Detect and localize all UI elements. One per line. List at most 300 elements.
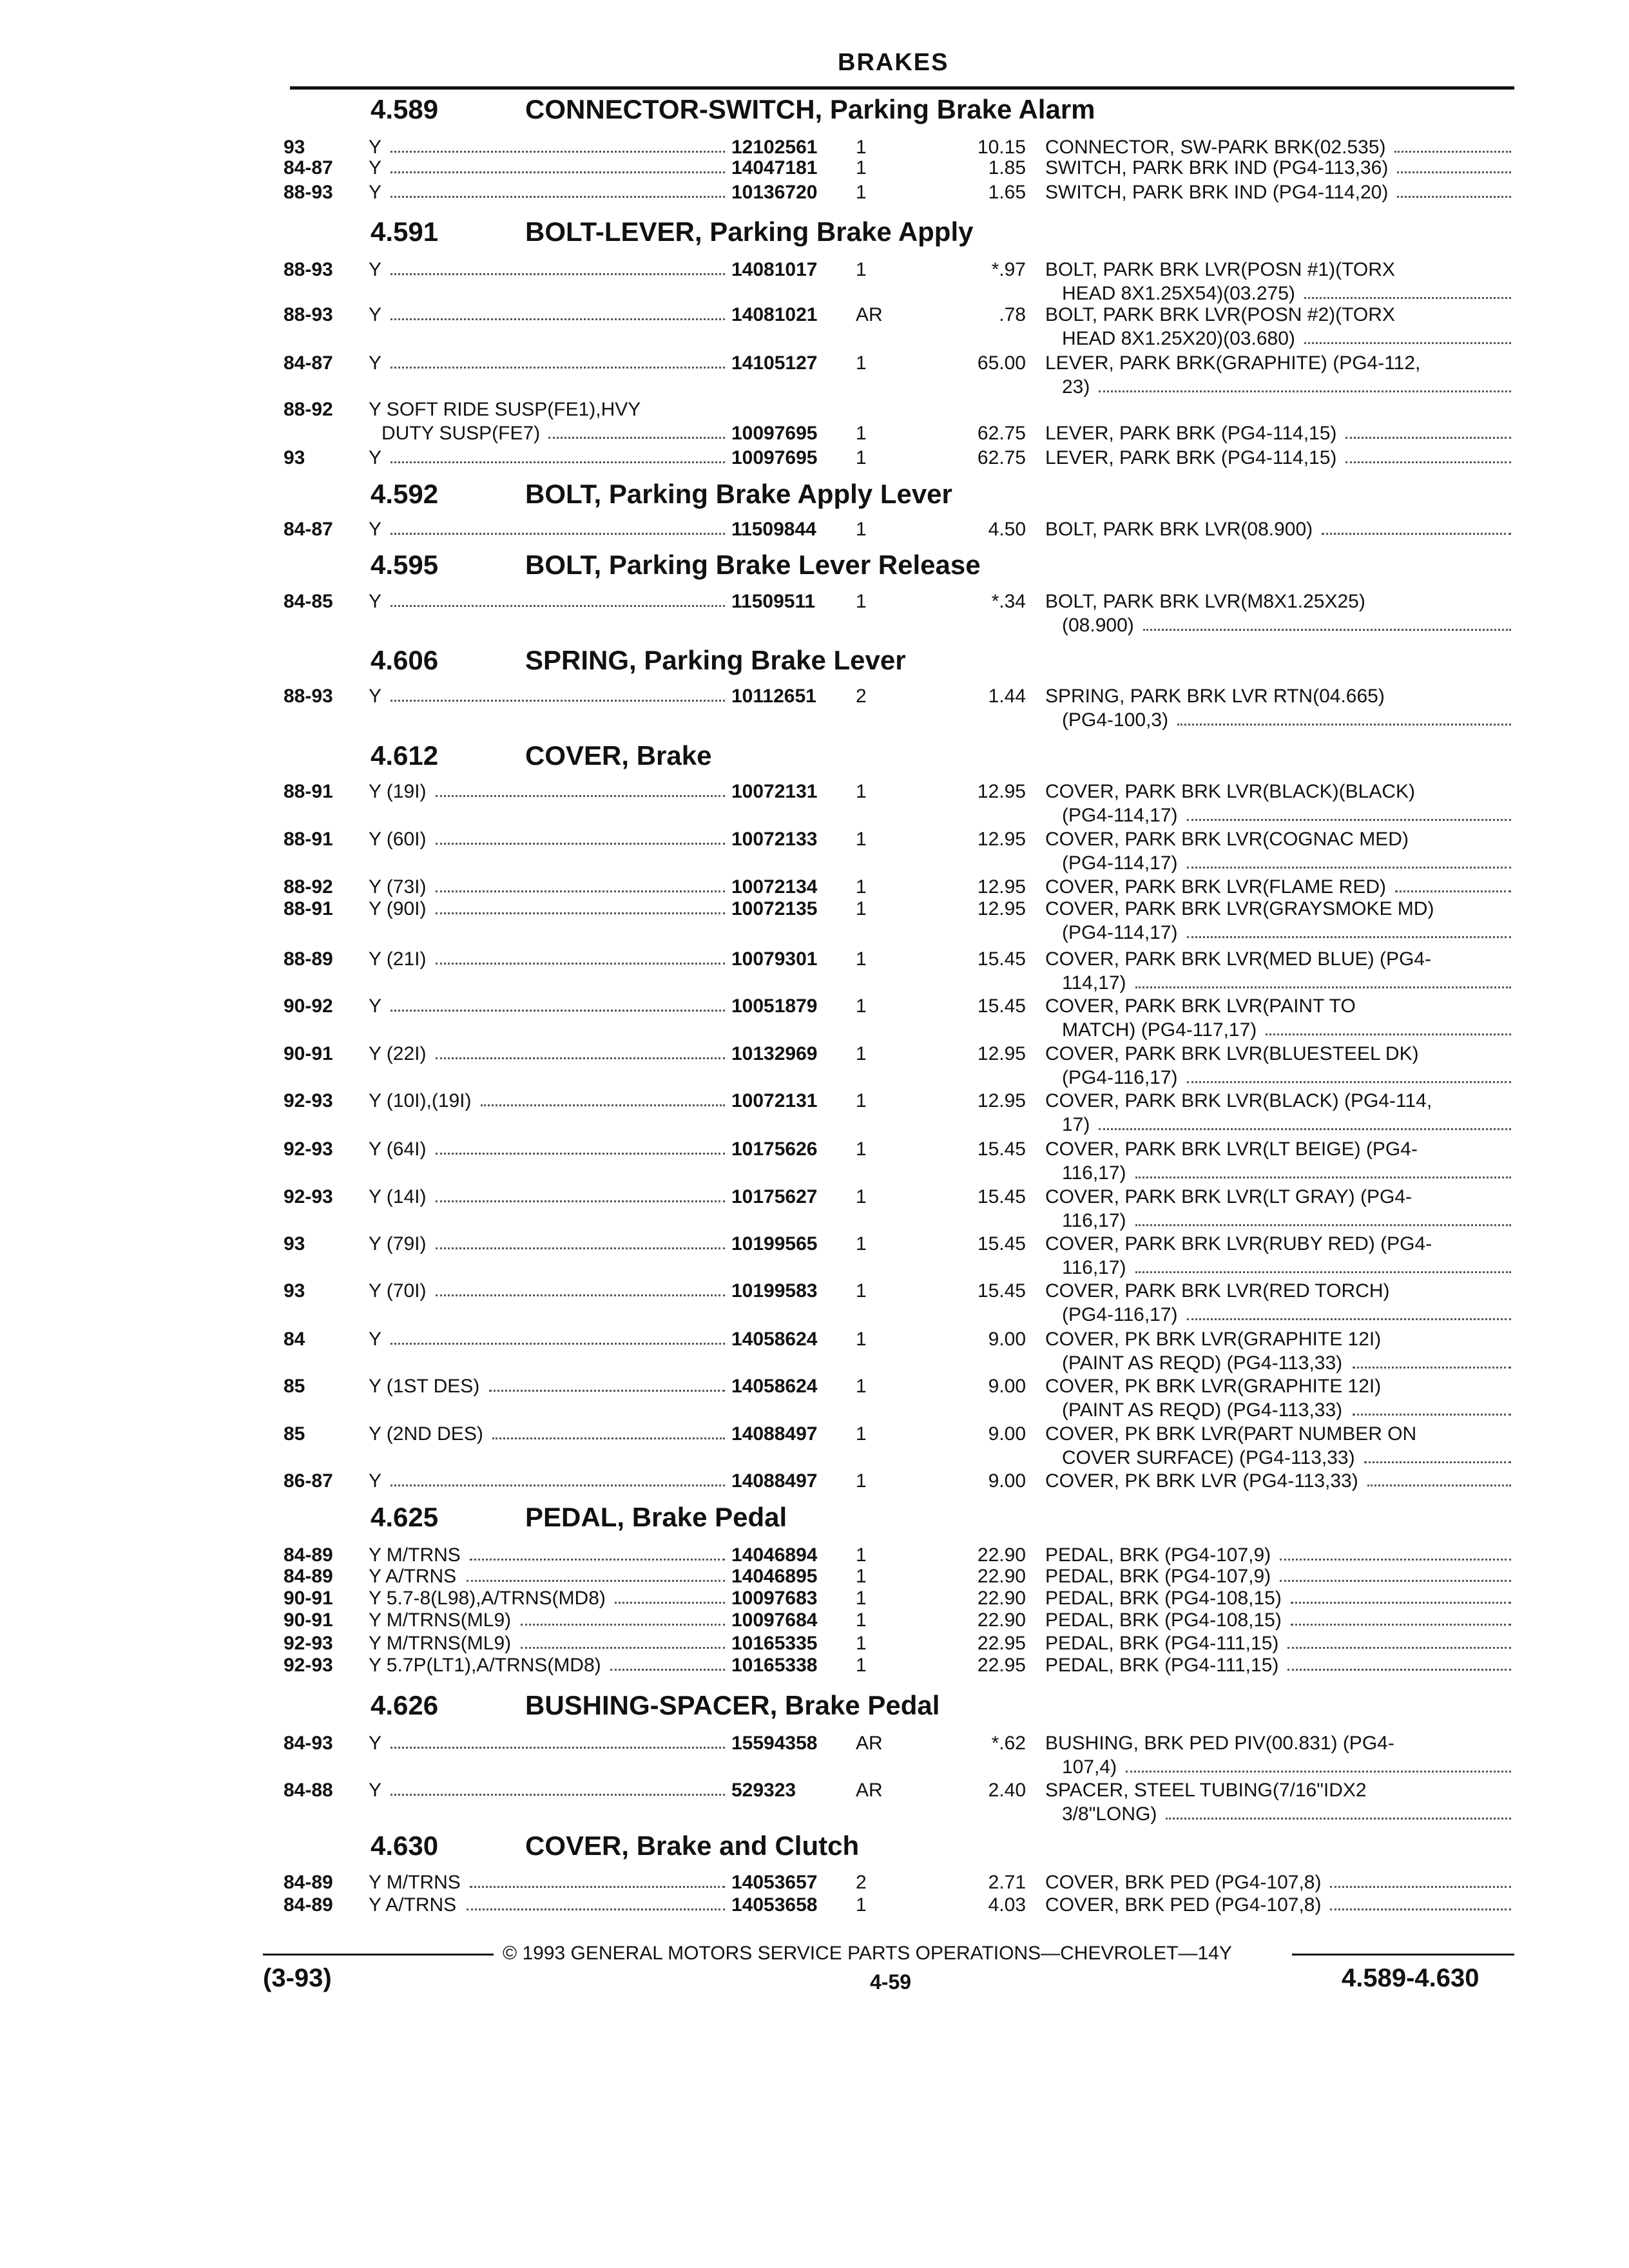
list-price: 15.45 <box>977 1186 1026 1207</box>
list-price: 22.90 <box>977 1588 1026 1609</box>
model-usage: Y (73I) <box>369 876 427 898</box>
part-number: 14047181 <box>731 157 818 178</box>
group-name-sub: Brake and Clutch <box>636 1831 860 1861</box>
part-number: 10199565 <box>731 1233 818 1254</box>
part-number: 10097695 <box>731 447 818 468</box>
part-description: BUSHING, BRK PED PIV(00.831) (PG4- <box>1045 1733 1394 1754</box>
group-name <box>525 93 1095 126</box>
list-price: 12.95 <box>977 898 1026 919</box>
quantity: AR <box>856 1780 883 1801</box>
model-usage: Y <box>369 591 382 612</box>
part-description: (PG4-116,17) <box>1062 1304 1178 1325</box>
model-years: 88-93 <box>284 304 333 325</box>
model-usage: Y <box>369 1780 382 1801</box>
model-years: 92-93 <box>284 1090 333 1111</box>
model-usage: Y (70I) <box>369 1280 427 1302</box>
part-description: (PG4-114,17) <box>1062 852 1178 874</box>
model-years: 84-85 <box>284 591 333 612</box>
dot-leader <box>1364 1461 1511 1463</box>
part-description: PEDAL, BRK (PG4-108,15) <box>1045 1588 1282 1609</box>
quantity: 1 <box>856 1329 867 1350</box>
model-usage: Y A/TRNS <box>369 1566 457 1587</box>
quantity: 1 <box>856 1423 867 1445</box>
group-name-main: BOLT, <box>525 550 602 580</box>
group-number: 4.589 <box>371 94 439 124</box>
model-years: 93 <box>284 1280 305 1302</box>
dot-leader <box>1287 1669 1511 1671</box>
part-description: PEDAL, BRK (PG4-111,15) <box>1045 1633 1279 1654</box>
model-years: 90-91 <box>284 1043 333 1064</box>
model-usage: Y <box>369 1733 382 1754</box>
part-number: 14081021 <box>731 304 818 325</box>
list-price: 1.44 <box>988 686 1026 707</box>
model-usage: Y A/TRNS <box>369 1894 457 1916</box>
part-description: BOLT, PARK BRK LVR(POSN #2)(TORX <box>1045 304 1395 325</box>
model-years: 88-92 <box>284 876 333 898</box>
quantity: 1 <box>856 995 867 1017</box>
dot-leader <box>1367 1485 1511 1486</box>
dot-leader <box>521 1647 725 1649</box>
dot-leader <box>470 1886 725 1888</box>
quantity: 1 <box>856 447 867 468</box>
quantity: 1 <box>856 1610 867 1631</box>
dot-leader <box>436 1200 725 1202</box>
model-years: 92-93 <box>284 1655 333 1676</box>
dot-leader <box>390 1010 725 1012</box>
model-usage: Y M/TRNS <box>369 1544 461 1566</box>
quantity: 1 <box>856 1043 867 1064</box>
dot-leader <box>1177 724 1511 726</box>
part-number: 10132969 <box>731 1043 818 1064</box>
part-description: PEDAL, BRK (PG4-107,9) <box>1045 1544 1271 1566</box>
part-description: 116,17) <box>1062 1162 1126 1184</box>
dot-leader <box>1280 1580 1511 1582</box>
dot-leader <box>1291 1602 1511 1604</box>
model-usage: Y <box>369 1470 382 1492</box>
quantity: 1 <box>856 1894 867 1916</box>
model-usage: Y M/TRNS <box>369 1872 461 1893</box>
model-usage: Y (2ND DES) <box>369 1423 483 1445</box>
group-name <box>525 1501 787 1533</box>
dot-leader <box>1330 1886 1511 1888</box>
dot-leader <box>390 367 725 369</box>
model-usage: Y 5.7P(LT1),A/TRNS(MD8) <box>369 1655 601 1676</box>
group-name-sub: Brake Pedal <box>784 1690 940 1720</box>
part-description: (08.900) <box>1062 615 1134 636</box>
dot-leader <box>390 1343 725 1345</box>
dot-leader <box>1304 342 1511 344</box>
dot-leader <box>1135 986 1511 988</box>
dot-leader <box>1394 151 1511 153</box>
quantity: 1 <box>856 1186 867 1207</box>
quantity: 1 <box>856 259 867 280</box>
model-years: 88-92 <box>284 399 333 420</box>
dot-leader <box>470 1559 725 1561</box>
quantity: 1 <box>856 829 867 850</box>
part-description: CONNECTOR, SW-PARK BRK(02.535) <box>1045 137 1386 158</box>
page-number: 4-59 <box>870 1970 912 1994</box>
model-years: 88-91 <box>284 898 333 919</box>
part-description: BOLT, PARK BRK LVR(M8X1.25X25) <box>1045 591 1365 612</box>
dot-leader <box>1304 297 1511 299</box>
dot-leader <box>1135 1224 1511 1226</box>
list-price: 22.95 <box>977 1655 1026 1676</box>
part-description: COVER, PARK BRK LVR(FLAME RED) <box>1045 876 1386 898</box>
part-description: (PG4-100,3) <box>1062 709 1169 731</box>
part-number: 11509511 <box>731 591 816 612</box>
part-number: 14053657 <box>731 1872 818 1893</box>
part-number: 14088497 <box>731 1470 818 1492</box>
model-usage: Y <box>369 352 382 374</box>
list-price: 15.45 <box>977 948 1026 970</box>
dot-leader <box>436 963 725 965</box>
part-description: 23) <box>1062 376 1090 398</box>
quantity: 1 <box>856 157 867 178</box>
part-description: PEDAL, BRK (PG4-107,9) <box>1045 1566 1271 1587</box>
dot-leader <box>467 1580 725 1582</box>
model-years: 84-87 <box>284 352 333 374</box>
dot-leader <box>1126 1771 1511 1773</box>
list-price: 4.50 <box>988 519 1026 540</box>
dot-leader <box>467 1908 725 1910</box>
dot-leader <box>615 1602 725 1604</box>
part-description: 17) <box>1062 1114 1090 1135</box>
dot-leader <box>1397 171 1511 173</box>
group-name-main: COVER, <box>525 740 630 771</box>
model-usage: Y <box>369 157 382 178</box>
part-description: COVER SURFACE) (PG4-113,33) <box>1062 1447 1355 1468</box>
part-number: 11509844 <box>731 519 816 540</box>
dot-leader <box>610 1669 725 1671</box>
part-number: 10165338 <box>731 1655 818 1676</box>
part-description: COVER, BRK PED (PG4-107,8) <box>1045 1872 1322 1893</box>
model-years: 93 <box>284 1233 305 1254</box>
part-description: COVER, PK BRK LVR(PART NUMBER ON <box>1045 1423 1417 1445</box>
dot-leader <box>1353 1414 1511 1416</box>
group-number: 4.606 <box>371 645 439 675</box>
list-price: 9.00 <box>988 1376 1026 1397</box>
model-years: 88-93 <box>284 259 333 280</box>
quantity: 1 <box>856 1233 867 1254</box>
dot-leader <box>390 318 725 320</box>
dot-leader <box>1135 1271 1511 1273</box>
dot-leader <box>390 273 725 275</box>
dot-leader <box>1099 1128 1511 1130</box>
list-price: 65.00 <box>977 352 1026 374</box>
part-description: HEAD 8X1.25X20)(03.680) <box>1062 328 1295 349</box>
list-price: 9.00 <box>988 1423 1026 1445</box>
part-description: BOLT, PARK BRK LVR(08.900) <box>1045 519 1313 540</box>
dot-leader <box>548 437 725 439</box>
list-price: 9.00 <box>988 1329 1026 1350</box>
part-number: 14046895 <box>731 1566 818 1587</box>
part-number: 10072133 <box>731 829 818 850</box>
model-years: 84-89 <box>284 1566 333 1587</box>
list-price: 22.90 <box>977 1610 1026 1631</box>
dot-leader <box>390 151 725 153</box>
part-number: 10112651 <box>731 686 816 707</box>
model-years: 88-93 <box>284 182 333 203</box>
quantity: 1 <box>856 1588 867 1609</box>
quantity: 1 <box>856 1280 867 1302</box>
model-usage: Y (22I) <box>369 1043 427 1064</box>
model-usage: Y (10I),(19I) <box>369 1090 472 1111</box>
model-years: 92-93 <box>284 1139 333 1160</box>
model-years: 84-89 <box>284 1894 333 1916</box>
footer-rule-right <box>1292 1954 1514 1956</box>
group-number: 4.591 <box>371 216 439 247</box>
part-description: COVER, PARK BRK LVR(LT GRAY) (PG4- <box>1045 1186 1412 1207</box>
list-price: 12.95 <box>977 1043 1026 1064</box>
part-number: 10136720 <box>731 182 818 203</box>
group-name-main: BOLT, <box>525 479 602 509</box>
part-number: 10051879 <box>731 995 818 1017</box>
list-price: 1.65 <box>988 182 1026 203</box>
part-description: COVER, PK BRK LVR(GRAPHITE 12I) <box>1045 1329 1382 1350</box>
dot-leader <box>1187 819 1511 821</box>
group-name <box>525 478 952 510</box>
part-description: (PAINT AS REQD) (PG4-113,33) <box>1062 1352 1343 1374</box>
model-years: 90-91 <box>284 1610 333 1631</box>
part-description: SPACER, STEEL TUBING(7/16"IDX2 <box>1045 1780 1367 1801</box>
part-number: 14081017 <box>731 259 818 280</box>
model-usage: Y (64I) <box>369 1139 427 1160</box>
quantity: 1 <box>856 948 867 970</box>
quantity: AR <box>856 1733 883 1754</box>
part-number: 14053658 <box>731 1894 818 1916</box>
dot-leader <box>436 890 725 892</box>
dot-leader <box>492 1437 725 1439</box>
part-description: COVER, PK BRK LVR (PG4-113,33) <box>1045 1470 1358 1492</box>
part-description: COVER, PARK BRK LVR(COGNAC MED) <box>1045 829 1409 850</box>
group-name-main: CONNECTOR-SWITCH, <box>525 94 823 124</box>
model-years: 92-93 <box>284 1186 333 1207</box>
group-name <box>525 1689 940 1722</box>
part-description: COVER, PK BRK LVR(GRAPHITE 12I) <box>1045 1376 1382 1397</box>
part-description: PEDAL, BRK (PG4-108,15) <box>1045 1610 1282 1631</box>
dot-leader <box>390 196 725 198</box>
quantity: 1 <box>856 1655 867 1676</box>
group-name <box>525 644 906 677</box>
dot-leader <box>436 1294 725 1296</box>
model-usage: Y <box>369 259 382 280</box>
list-price: 15.45 <box>977 1233 1026 1254</box>
part-description: COVER, PARK BRK LVR(RED TORCH) <box>1045 1280 1390 1302</box>
model-years: 84-88 <box>284 1780 333 1801</box>
part-description: MATCH) (PG4-117,17) <box>1062 1019 1257 1041</box>
part-description: LEVER, PARK BRK(GRAPHITE) (PG4-112, <box>1045 352 1421 374</box>
part-description: COVER, BRK PED (PG4-107,8) <box>1045 1894 1322 1916</box>
quantity: 1 <box>856 1139 867 1160</box>
quantity: 1 <box>856 898 867 919</box>
quantity: 1 <box>856 1090 867 1111</box>
list-price: 15.45 <box>977 1280 1026 1302</box>
dot-leader <box>1345 461 1511 463</box>
group-name <box>525 740 711 772</box>
part-description: SPRING, PARK BRK LVR RTN(04.665) <box>1045 686 1385 707</box>
group-number: 4.626 <box>371 1690 439 1720</box>
model-years: 84-87 <box>284 157 333 178</box>
dot-leader <box>1330 1908 1511 1910</box>
group-name-main: COVER, <box>525 1831 630 1861</box>
part-number: 10079301 <box>731 948 818 970</box>
dot-leader <box>390 1485 725 1486</box>
part-description: PEDAL, BRK (PG4-111,15) <box>1045 1655 1279 1676</box>
group-name-main: BUSHING-SPACER, <box>525 1690 778 1720</box>
part-number: 10097684 <box>731 1610 818 1631</box>
model-years: 88-91 <box>284 829 333 850</box>
model-usage: Y <box>369 137 382 158</box>
dot-leader <box>1135 1177 1511 1178</box>
quantity: 1 <box>856 519 867 540</box>
quantity: 1 <box>856 137 867 158</box>
model-usage: Y (1ST DES) <box>369 1376 480 1397</box>
part-description: 114,17) <box>1062 972 1126 994</box>
header-rule <box>290 86 1514 90</box>
dot-leader <box>1395 890 1511 892</box>
group-name-main: PEDAL, <box>525 1502 625 1532</box>
part-description: COVER, PARK BRK LVR(LT BEIGE) (PG4- <box>1045 1139 1418 1160</box>
model-usage: Y <box>369 995 382 1017</box>
dot-leader <box>1143 629 1511 631</box>
group-range: 4.589-4.630 <box>1342 1964 1480 1992</box>
model-years: 88-91 <box>284 781 333 802</box>
group-number: 4.612 <box>371 740 439 771</box>
part-number: 10072134 <box>731 876 818 898</box>
dot-leader <box>489 1390 725 1392</box>
dot-leader <box>521 1624 725 1626</box>
dot-leader <box>390 1794 725 1796</box>
list-price: 22.95 <box>977 1633 1026 1654</box>
part-description: COVER, PARK BRK LVR(PAINT TO <box>1045 995 1356 1017</box>
list-price: 2.71 <box>988 1872 1026 1893</box>
model-usage: Y (60I) <box>369 829 427 850</box>
group-number: 4.592 <box>371 479 439 509</box>
model-years: 92-93 <box>284 1633 333 1654</box>
list-price: 15.45 <box>977 995 1026 1017</box>
part-number: 14088497 <box>731 1423 818 1445</box>
dot-leader <box>1397 196 1511 198</box>
part-number: 10097683 <box>731 1588 818 1609</box>
part-description: (PG4-116,17) <box>1062 1067 1178 1088</box>
part-number: 529323 <box>731 1780 796 1801</box>
model-usage: Y (14I) <box>369 1186 427 1207</box>
part-number: 14058624 <box>731 1329 818 1350</box>
part-description: COVER, PARK BRK LVR(BLACK)(BLACK) <box>1045 781 1416 802</box>
model-usage: Y (21I) <box>369 948 427 970</box>
part-description: LEVER, PARK BRK (PG4-114,15) <box>1045 423 1337 444</box>
quantity: 1 <box>856 1376 867 1397</box>
list-price: 10.15 <box>977 137 1026 158</box>
part-description: (PG4-114,17) <box>1062 922 1178 943</box>
part-number: 10072135 <box>731 898 818 919</box>
dot-leader <box>436 1057 725 1059</box>
part-number: 10072131 <box>731 1090 818 1111</box>
part-description: HEAD 8X1.25X54)(03.275) <box>1062 283 1295 304</box>
dot-leader <box>436 1153 725 1155</box>
model-years: 88-89 <box>284 948 333 970</box>
part-description: 116,17) <box>1062 1210 1126 1231</box>
group-name-sub: Parking Brake Apply <box>709 216 974 247</box>
part-description: BOLT, PARK BRK LVR(POSN #1)(TORX <box>1045 259 1395 280</box>
quantity: 1 <box>856 352 867 374</box>
model-usage: Y <box>369 519 382 540</box>
quantity: 1 <box>856 1566 867 1587</box>
part-description: (PG4-114,17) <box>1062 805 1178 826</box>
model-years: 85 <box>284 1423 305 1445</box>
dot-leader <box>481 1104 725 1106</box>
list-price: 2.40 <box>988 1780 1026 1801</box>
group-number: 4.625 <box>371 1502 439 1532</box>
dot-leader <box>390 533 725 535</box>
list-price: 1.85 <box>988 157 1026 178</box>
quantity: 1 <box>856 182 867 203</box>
list-price: 62.75 <box>977 423 1026 444</box>
model-years: 93 <box>284 447 305 468</box>
model-usage: Y 5.7-8(L98),A/TRNS(MD8) <box>369 1588 606 1609</box>
quantity: 1 <box>856 591 867 612</box>
model-years: 84-87 <box>284 519 333 540</box>
list-price: 22.90 <box>977 1566 1026 1587</box>
model-usage: Y (19I) <box>369 781 427 802</box>
part-description: SWITCH, PARK BRK IND (PG4-114,20) <box>1045 182 1389 203</box>
dot-leader <box>390 171 725 173</box>
quantity: 1 <box>856 781 867 802</box>
part-description: LEVER, PARK BRK (PG4-114,15) <box>1045 447 1337 468</box>
part-number: 10165335 <box>731 1633 818 1654</box>
part-description: (PAINT AS REQD) (PG4-113,33) <box>1062 1399 1343 1421</box>
dot-leader <box>390 1747 725 1749</box>
model-usage: Y M/TRNS(ML9) <box>369 1633 512 1654</box>
dot-leader <box>1353 1367 1511 1369</box>
quantity: 2 <box>856 1872 867 1893</box>
list-price: 62.75 <box>977 447 1026 468</box>
model-years: 85 <box>284 1376 305 1397</box>
part-description: COVER, PARK BRK LVR(MED BLUE) (PG4- <box>1045 948 1432 970</box>
quantity: 1 <box>856 1633 867 1654</box>
part-description: COVER, PARK BRK LVR(BLUESTEEL DK) <box>1045 1043 1419 1064</box>
dot-leader <box>1345 437 1511 439</box>
quantity: 2 <box>856 686 867 707</box>
quantity: 1 <box>856 1470 867 1492</box>
list-price: *.62 <box>991 1733 1026 1754</box>
group-name-sub: Brake Pedal <box>631 1502 787 1532</box>
list-price: .78 <box>999 304 1026 325</box>
list-price: 12.95 <box>977 876 1026 898</box>
copyright-notice: © 1993 GENERAL MOTORS SERVICE PARTS OPERATIONS—CHEVROLET—14Y <box>503 1943 1232 1964</box>
section-title: BRAKES <box>838 49 949 76</box>
list-price: 15.45 <box>977 1139 1026 1160</box>
dot-leader <box>390 605 725 607</box>
list-price: *.34 <box>991 591 1026 612</box>
dot-leader <box>1166 1818 1511 1820</box>
dot-leader <box>436 843 725 845</box>
dot-leader <box>1187 1081 1511 1083</box>
part-number: 10175627 <box>731 1186 818 1207</box>
quantity: 1 <box>856 1544 867 1566</box>
dot-leader <box>1291 1624 1511 1626</box>
part-description: COVER, PARK BRK LVR(GRAYSMOKE MD) <box>1045 898 1434 919</box>
model-usage-cont: DUTY SUSP(FE7) <box>381 423 541 444</box>
dot-leader <box>1099 390 1511 392</box>
dot-leader <box>1187 867 1511 869</box>
group-name-sub: Parking Brake Lever Release <box>608 550 981 580</box>
model-years: 86-87 <box>284 1470 333 1492</box>
part-number: 15594358 <box>731 1733 818 1754</box>
group-name-sub: Parking Brake Lever <box>644 645 906 675</box>
group-name-sub: Parking Brake Alarm <box>829 94 1095 124</box>
dot-leader <box>436 1247 725 1249</box>
